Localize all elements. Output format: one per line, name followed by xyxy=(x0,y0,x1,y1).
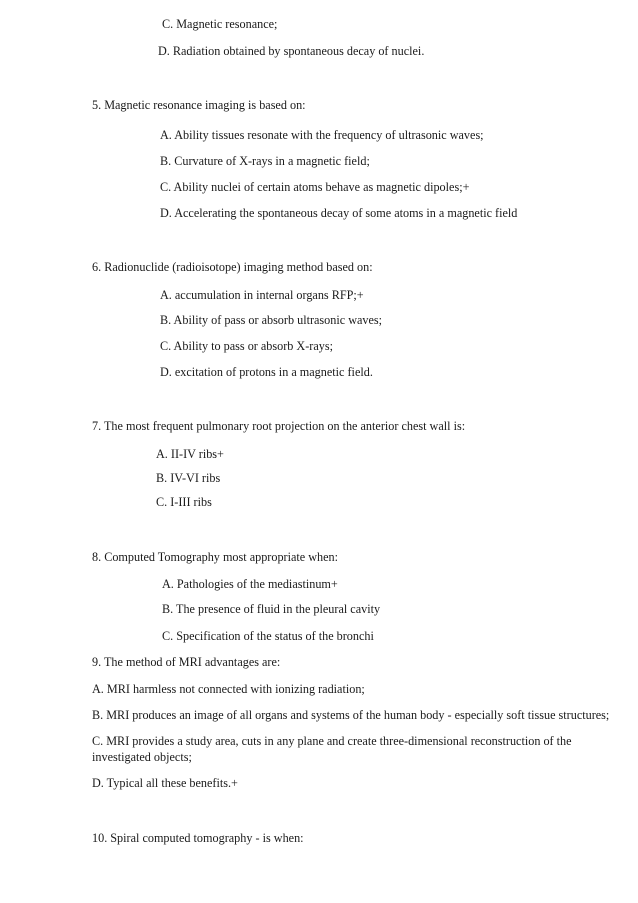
q5-option-c: C. Ability nuclei of certain atoms behave as magnetic dipoles;+ xyxy=(160,180,470,194)
q9-option-c: C. MRI provides a study area, cuts in any plane and create three-dimensional reconstruction of the xyxy=(92,734,572,748)
q6-option-a: A. accumulation in internal organs RFP;+ xyxy=(160,288,364,302)
q8-option-a: A. Pathologies of the mediastinum+ xyxy=(162,577,338,591)
q4-option-d: D. Radiation obtained by spontaneous decay of nuclei. xyxy=(158,44,425,58)
q9-question: 9. The method of MRI advantages are: xyxy=(92,655,281,669)
q8-option-c: C. Specification of the status of the bronchi xyxy=(162,629,374,643)
q8-option-b: B. The presence of fluid in the pleural cavity xyxy=(162,602,381,616)
q5-question: 5. Magnetic resonance imaging is based on: xyxy=(92,98,306,112)
q6-option-d: D. excitation of protons in a magnetic field. xyxy=(160,365,373,379)
q5-option-a: A. Ability tissues resonate with the frequency of ultrasonic waves; xyxy=(160,128,484,142)
q9-option-c-continued: investigated objects; xyxy=(92,750,192,764)
q7-option-c: C. I-III ribs xyxy=(156,495,212,509)
q5-option-d: D. Accelerating the spontaneous decay of some atoms in a magnetic field xyxy=(160,206,518,220)
q7-option-b: B. IV-VI ribs xyxy=(156,471,221,485)
q7-question: 7. The most frequent pulmonary root projection on the anterior chest wall is: xyxy=(92,419,466,433)
q9-option-d: D. Typical all these benefits.+ xyxy=(92,776,238,790)
q7-option-a: A. II-IV ribs+ xyxy=(156,447,224,461)
q9-option-b: B. MRI produces an image of all organs and systems of the human body - especially soft tissue structures; xyxy=(92,708,610,722)
q10-question: 10. Spiral computed tomography - is when: xyxy=(92,831,304,845)
q5-option-b: B. Curvature of X-rays in a magnetic field; xyxy=(160,154,370,168)
q8-question: 8. Computed Tomography most appropriate when: xyxy=(92,550,339,564)
q6-question: 6. Radionuclide (radioisotope) imaging method based on: xyxy=(92,260,373,274)
q6-option-c: C. Ability to pass or absorb X-rays; xyxy=(160,339,333,353)
q4-option-c: C. Magnetic resonance; xyxy=(162,17,278,31)
q6-option-b: B. Ability of pass or absorb ultrasonic waves; xyxy=(160,313,383,327)
q9-option-a: A. MRI harmless not connected with ionizing radiation; xyxy=(92,682,365,696)
